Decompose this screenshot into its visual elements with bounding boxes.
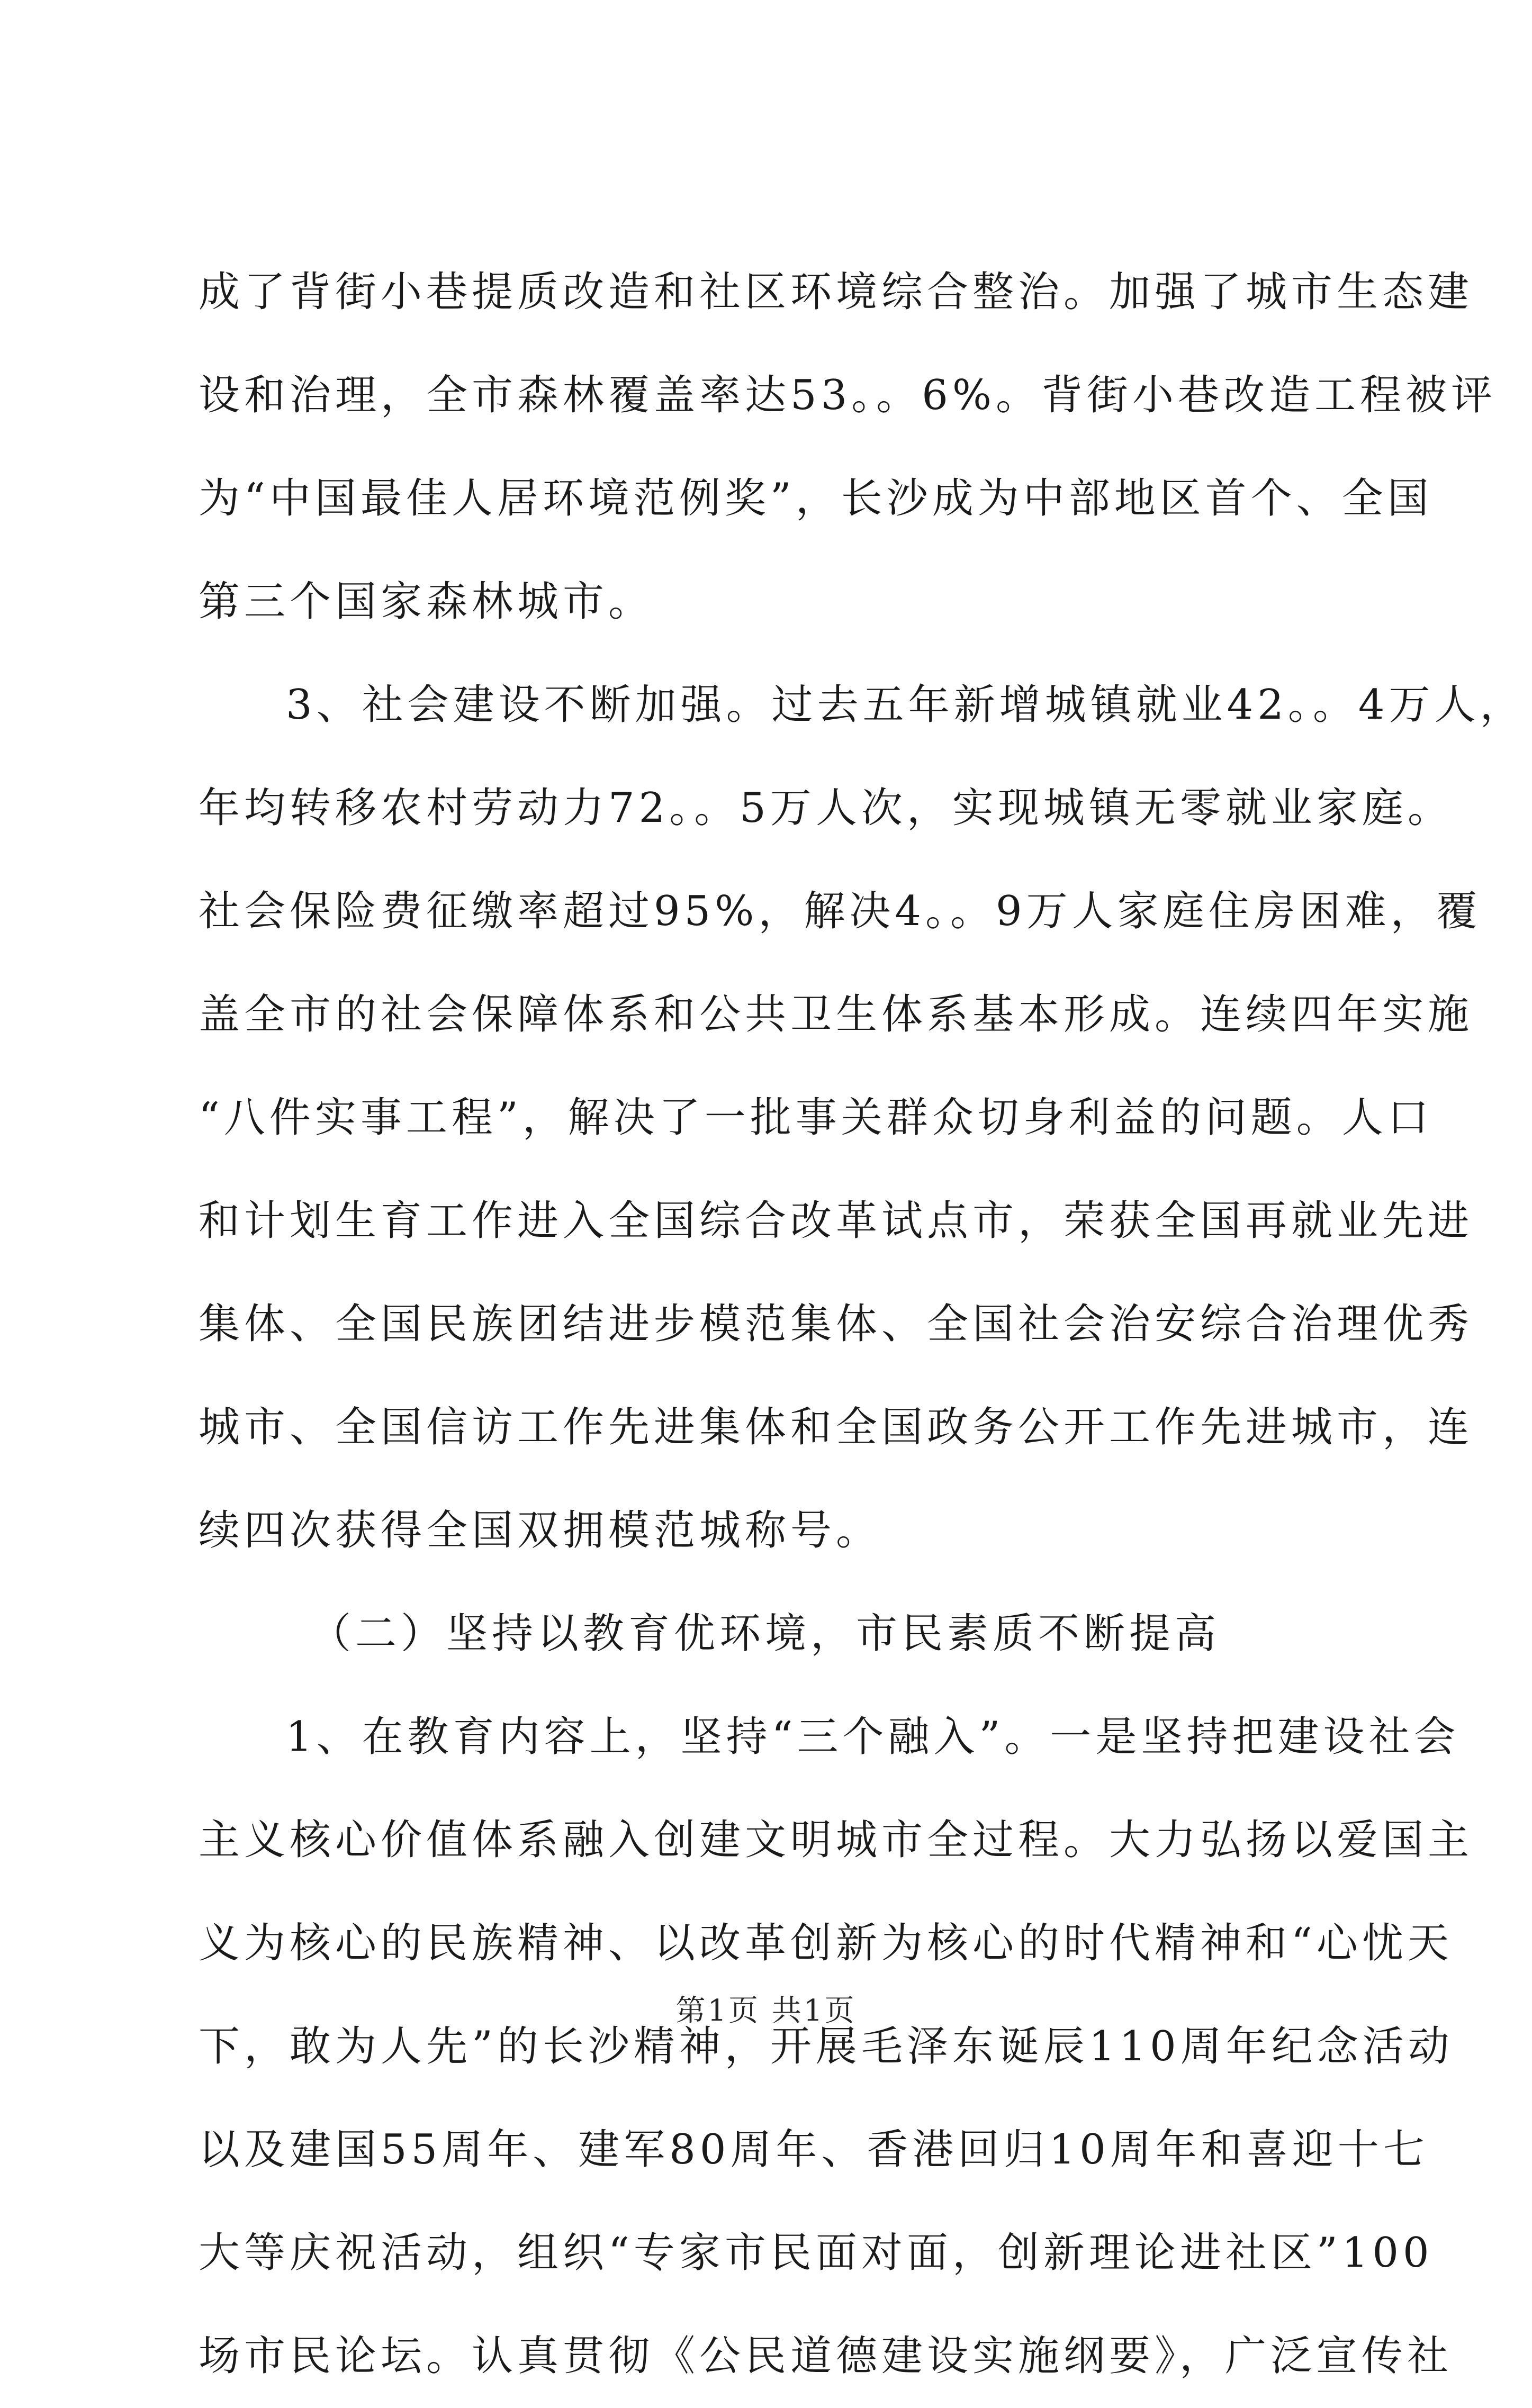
text-line: 成了背街小巷提质改造和社区环境综合整治。加强了城市生态建 xyxy=(199,268,1474,316)
text-line: 第三个国家森林城市。 xyxy=(199,578,654,626)
text-line: 盖全市的社会保障体系和公共卫生体系基本形成。连续四年实施 xyxy=(199,991,1474,1038)
text-line: “八件实事工程”，解决了一批事关群众切身利益的问题。人口 xyxy=(199,1094,1433,1142)
page-footer: 第1页 共1页 xyxy=(675,1994,857,2028)
text-line: 和计划生育工作进入全国综合改革试点市，荣获全国再就业先进 xyxy=(199,1197,1474,1245)
text-line: 以及建国55周年、建军80周年、香港回归10周年和喜迎十七 xyxy=(199,2126,1429,2174)
text-line: 年均转移农村劳动力72。。5万人次，实现城镇无零就业家庭。 xyxy=(199,784,1453,832)
document-body xyxy=(199,241,1526,2408)
text-line: 城市、全国信访工作先进集体和全国政务公开工作先进城市，连 xyxy=(199,1404,1474,1451)
text-line: 大等庆祝活动，组织“专家市民面对面，创新理论进社区”100 xyxy=(199,2229,1434,2277)
section-heading: （二）坚持以教育优环境，市民素质不断提高 xyxy=(310,1610,1221,1658)
text-line: 主义核心价值体系融入创建文明城市全过程。大力弘扬以爱国主 xyxy=(199,1816,1474,1864)
paragraph-start-line: 1、在教育内容上，坚持“三个融入”。一是坚持把建设社会 xyxy=(286,1713,1460,1761)
text-line: 为“中国最佳人居环境范例奖”，长沙成为中部地区首个、全国 xyxy=(199,475,1433,522)
text-line: 义为核心的民族精神、以改革创新为核心的时代精神和“心忧天 xyxy=(199,1920,1453,1967)
text-line: 场市民论坛。认真贯彻《公民道德建设实施纲要》，广泛宣传社 xyxy=(199,2332,1453,2380)
text-line: 社会保险费征缴率超过95%，解决4。。9万人家庭住房困难，覆 xyxy=(199,888,1482,935)
paragraph-start-line: 3、社会建设不断加强。过去五年新增城镇就业42。。4万人， xyxy=(286,681,1526,729)
text-line: 设和治理，全市森林覆盖率达53。。6%。背街小巷改造工程被评 xyxy=(199,372,1497,419)
text-line: 续四次获得全国双拥模范城称号。 xyxy=(199,1507,882,1554)
text-line: 下，敢为人先”的长沙精神，开展毛泽东诞辰110周年纪念活动 xyxy=(199,2023,1454,2070)
text-line: 集体、全国民族团结进步模范集体、全国社会治安综合治理优秀 xyxy=(199,1300,1474,1348)
